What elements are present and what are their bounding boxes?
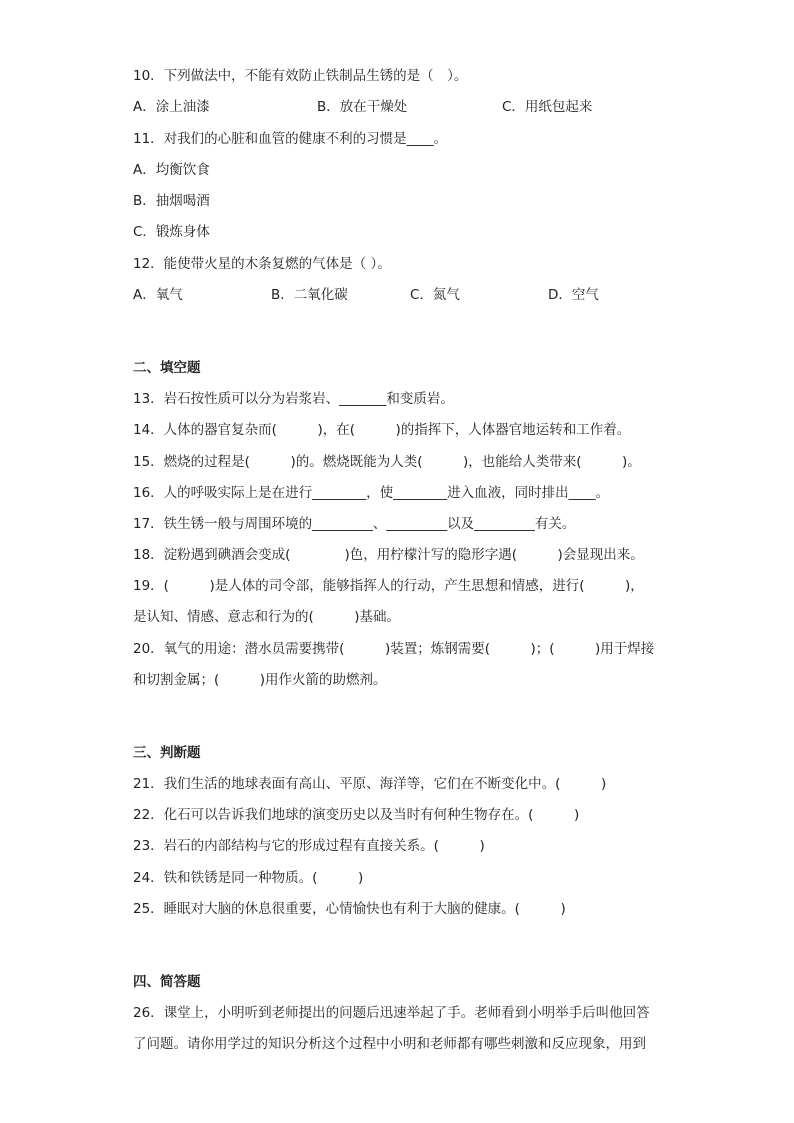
question-21: 21．我们生活的地球表面有高山、平原、海洋等，它们在不断变化中。( ) (133, 776, 607, 792)
question-23: 23．岩石的内部结构与它的形成过程有直接关系。( ) (133, 838, 485, 854)
question-10-option-c: C．用纸包起来 (502, 99, 593, 115)
question-19-line-1: 19．( )是人体的司令部，能够指挥人的行动，产生思想和情感，进行( )， (133, 578, 644, 594)
question-10-option-b: B．放在干燥处 (317, 99, 408, 115)
question-12-option-c: C．氮气 (410, 287, 460, 303)
question-22: 22．化石可以告诉我们地球的演变历史以及当时有何种生物存在。( ) (133, 807, 580, 823)
question-17: 17．铁生锈一般与周围环境的_________、_________以及_________有关。 (133, 516, 576, 532)
question-10-option-a: A．涂上油漆 (133, 99, 210, 115)
question-26-line-2: 了问题。请你用学过的知识分析这个过程中小明和老师都有哪些刺激和反应现象，用到 (133, 1036, 646, 1052)
question-12-option-d: D．空气 (548, 287, 599, 303)
question-12-option-a: A．氧气 (133, 287, 183, 303)
question-19-line-2: 是认知、情感、意志和行为的( )基础。 (133, 609, 401, 625)
question-11-stem: 11．对我们的心脏和血管的健康不利的习惯是____。 (133, 131, 448, 147)
question-11-option-b: B．抽烟喝酒 (133, 193, 210, 209)
question-15: 15．燃烧的过程是( )的。燃烧既能为人类( )，也能给人类带来( )。 (133, 454, 641, 470)
section-2-heading: 二、填空题 (133, 360, 201, 376)
question-11-option-c: C．锻炼身体 (133, 224, 210, 240)
question-20-line-2: 和切割金属；( )用作火箭的助燃剂。 (133, 672, 387, 688)
question-26-line-1: 26．课堂上，小明听到老师提出的问题后迅速举起了手。老师看到小明举手后叫他回答 (133, 1005, 650, 1021)
question-11-option-a: A．均衡饮食 (133, 162, 210, 178)
question-24: 24．铁和铁锈是同一种物质。( ) (133, 870, 364, 886)
question-13: 13．岩石按性质可以分为岩浆岩、_______和变质岩。 (133, 391, 454, 407)
section-3-heading: 三、判断题 (133, 745, 201, 761)
question-20-line-1: 20．氧气的用途：潜水员需要携带( )装置；炼钢需要( )；( )用于焊接 (133, 641, 655, 657)
question-10-stem: 10．下列做法中，不能有效防止铁制品生锈的是（ ）。 (133, 68, 468, 84)
question-18: 18．淀粉遇到碘酒会变成( )色，用柠檬汁写的隐形字遇( )会显现出来。 (133, 547, 644, 563)
section-4-heading: 四、简答题 (133, 974, 201, 990)
question-14: 14．人体的器官复杂而( )，在( )的指挥下，人体器官地运转和工作着。 (133, 422, 631, 438)
question-25: 25．睡眠对大脑的休息很重要，心情愉快也有利于大脑的健康。( ) (133, 901, 566, 917)
question-12-option-b: B．二氧化碳 (271, 287, 348, 303)
question-16: 16．人的呼吸实际上是在进行________，使________进入血液，同时排出____。 (133, 485, 610, 501)
question-12-stem: 12．能使带火星的木条复燃的气体是（ ）。 (133, 256, 391, 272)
